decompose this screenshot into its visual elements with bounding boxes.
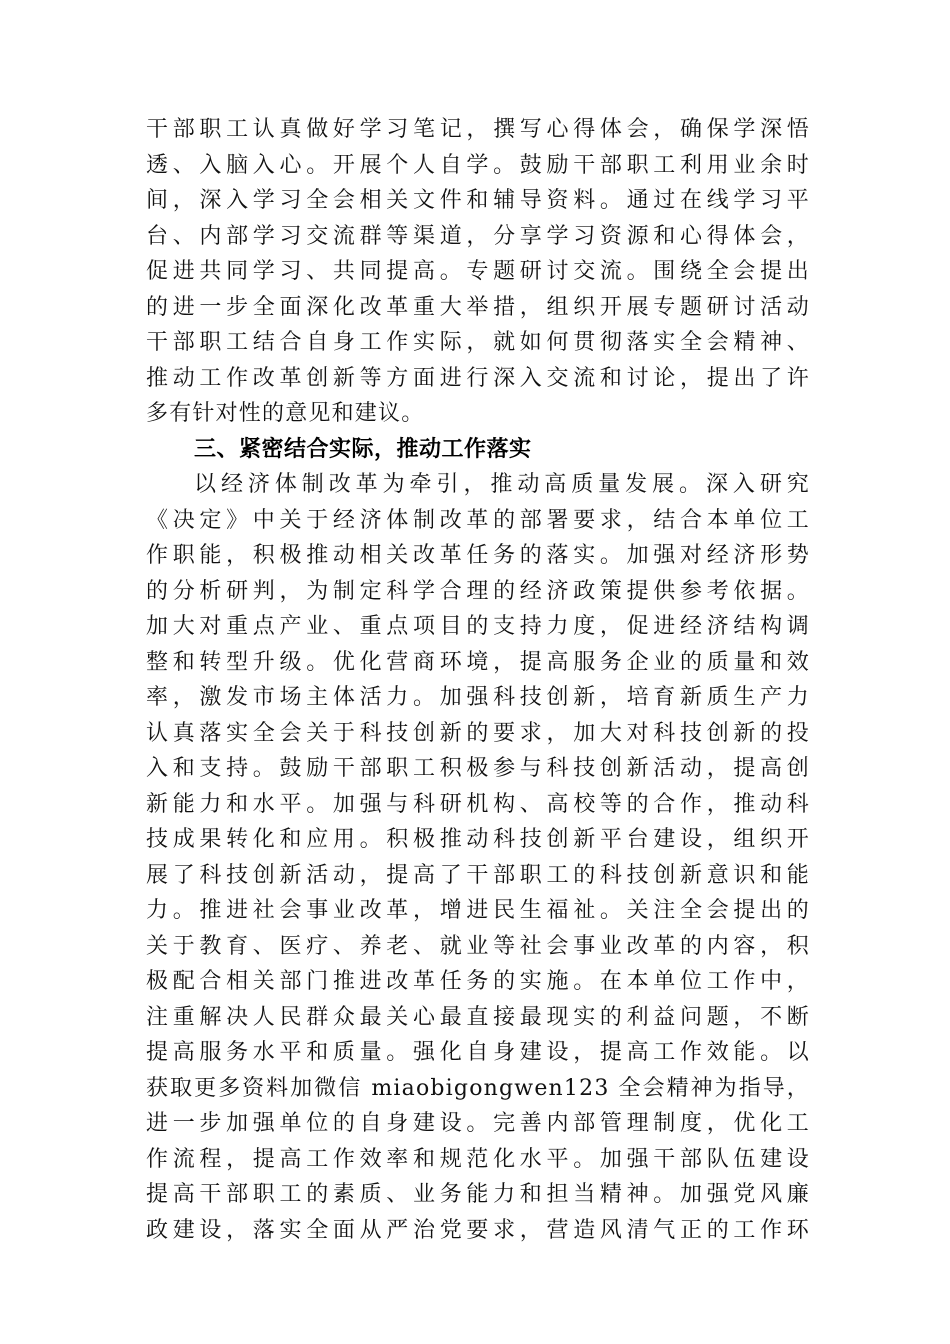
paragraph-line: 加大对重点产业、重点项目的支持力度，促进经济结构调 <box>146 614 810 639</box>
paragraph-line: 提高服务水平和质量。强化自身建设，提高工作效能。以 <box>146 1040 810 1065</box>
document-body <box>146 112 810 1248</box>
paragraph-line: 的进一步全面深化改革重大举措，组织开展专题研讨活动 <box>146 294 810 320</box>
paragraph-line: 技成果转化和应用。积极推动科技创新平台建设，组织开 <box>146 827 810 852</box>
paragraph-line: 注重解决人民群众最关心最直接最现实的利益问题，不断 <box>146 1004 810 1030</box>
paragraph-line: 台、内部学习交流群等渠道，分享学习资源和心得体会， <box>146 223 810 249</box>
paragraph-line: 干部职工认真做好学习笔记，撰写心得体会，确保学深悟 <box>146 117 810 142</box>
paragraph-line: 作流程，提高工作效率和规范化水平。加强干部队伍建设 <box>146 1146 810 1172</box>
paragraph-line: 率，激发市场主体活力。加强科技创新，培育新质生产力 <box>146 685 810 710</box>
paragraph-line: 推动工作改革创新等方面进行深入交流和讨论，提出了许 <box>146 365 810 391</box>
paragraph-line: 作职能，积极推动相关改革任务的落实。加强对经济形势 <box>146 543 810 568</box>
paragraph-line: 整和转型升级。优化营商环境，提高服务企业的质量和效 <box>146 649 810 675</box>
paragraph-line: 关于教育、医疗、养老、就业等社会事业改革的内容，积 <box>146 933 810 959</box>
paragraph-line: 进一步加强单位的自身建设。完善内部管理制度，优化工 <box>146 1111 810 1136</box>
section-heading: 三、紧密结合实际，推动工作落实 <box>194 436 532 462</box>
paragraph-line: 认真落实全会关于科技创新的要求，加大对科技创新的投 <box>146 720 810 746</box>
paragraph-line: 入和支持。鼓励干部职工积极参与科技创新活动，提高创 <box>146 756 810 781</box>
paragraph-line: 获取更多资料加微信 miaobigongwen123 全会精神为指导， <box>146 1075 810 1101</box>
paragraph-line: 以经济体制改革为牵引，推动高质量发展。深入研究 <box>194 472 810 497</box>
paragraph-line: 促进共同学习、共同提高。专题研讨交流。围绕全会提出 <box>146 259 810 284</box>
paragraph-line: 政建设，落实全面从严治党要求，营造风清气正的工作环 <box>146 1217 810 1243</box>
paragraph-line: 间，深入学习全会相关文件和辅导资料。通过在线学习平 <box>146 188 810 213</box>
paragraph-line: 展了科技创新活动，提高了干部职工的科技创新意识和能 <box>146 862 810 888</box>
paragraph-line: 的分析研判，为制定科学合理的经济政策提供参考依据。 <box>146 578 810 604</box>
paragraph-line: 极配合相关部门推进改革任务的实施。在本单位工作中， <box>146 969 810 994</box>
paragraph-line: 干部职工结合自身工作实际，就如何贯彻落实全会精神、 <box>146 330 810 355</box>
paragraph-line: 力。推进社会事业改革，增进民生福祉。关注全会提出的 <box>146 898 810 923</box>
paragraph-line: 多有针对性的意见和建议。 <box>146 401 425 426</box>
paragraph-line: 透、入脑入心。开展个人自学。鼓励干部职工利用业余时 <box>146 152 810 178</box>
paragraph-line: 提高干部职工的素质、业务能力和担当精神。加强党风廉 <box>146 1182 810 1207</box>
paragraph-line: 新能力和水平。加强与科研机构、高校等的合作，推动科 <box>146 791 810 817</box>
paragraph-line: 《决定》中关于经济体制改革的部署要求，结合本单位工 <box>146 507 810 533</box>
